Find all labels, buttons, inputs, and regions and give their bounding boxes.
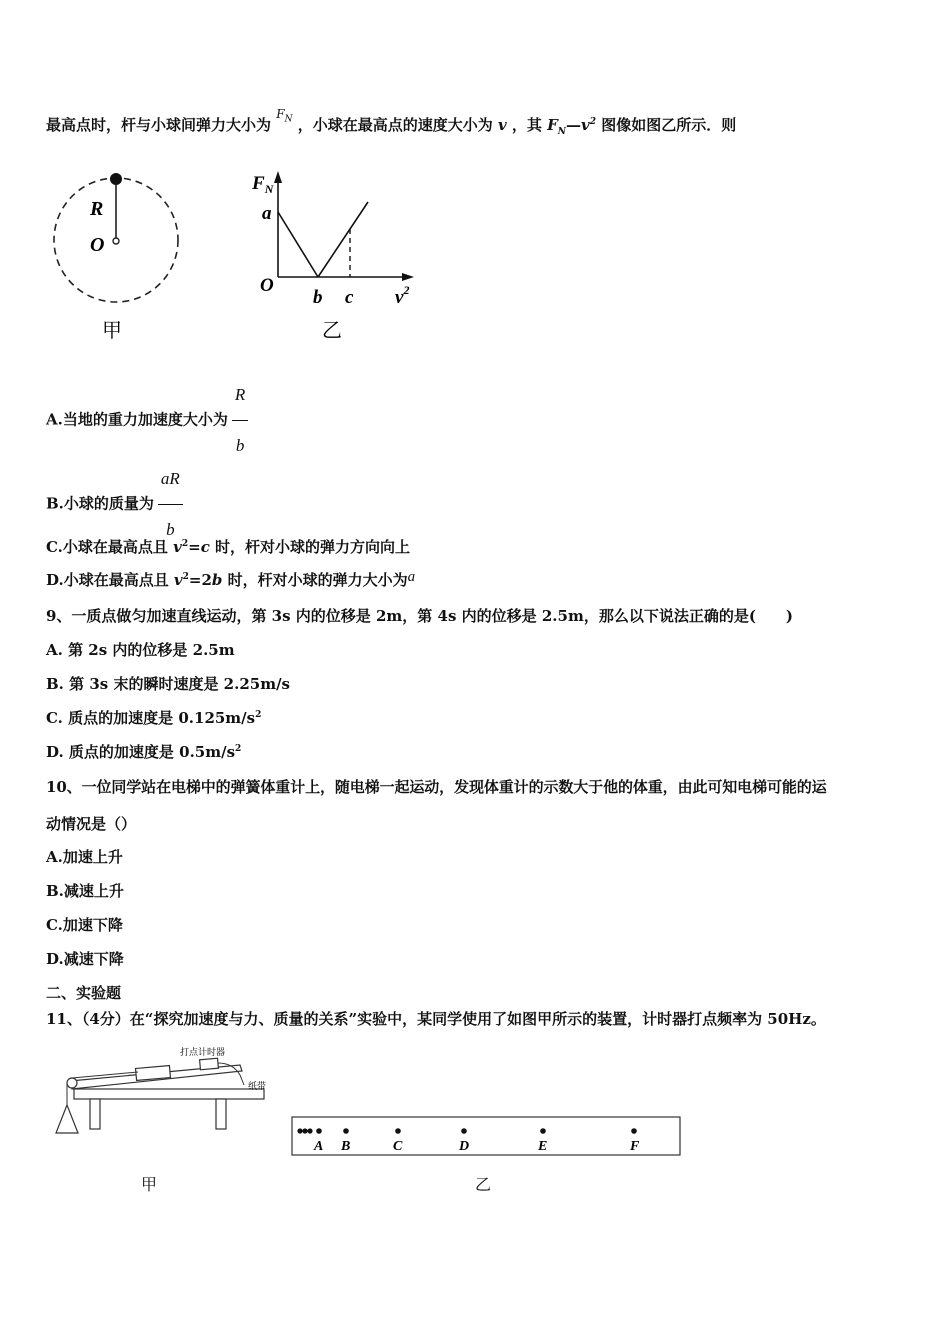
figure-graph [250, 165, 430, 350]
intro-text-4: 图像如图乙所示．则 [601, 116, 737, 134]
option-8d: D.小球在最高点且 $v^2=2b$ 时，杆对小球的弹力大小为a [46, 569, 416, 589]
option-8b-text: B.小球的质量为 [46, 494, 154, 513]
q9-option-b: B. 第 3s 末的瞬时速度是 2.25m/s [46, 675, 290, 693]
tape-label-A: A [314, 1139, 324, 1154]
cart [136, 1066, 171, 1081]
q10-option-b: B.减速上升 [46, 882, 124, 900]
q10-stem-2: 动情况是（） [46, 815, 137, 833]
intro-line [46, 107, 737, 137]
timer-label: 打点计时器 [180, 1047, 226, 1057]
y-axis-label: $F_N$ [252, 173, 274, 196]
q9-option-d: D. 质点的加速度是 $0.5m/s^2$ [46, 743, 242, 761]
q11-stem: 11、（4分）在“探究加速度与力、质量的关系”实验中，某同学使用了如图甲所示的装置，计时器打点频率为 50Hz。 [46, 1010, 826, 1028]
tape-label-C: C [393, 1139, 403, 1154]
q9-option-a: A. 第 2s 内的位移是 2.5m [46, 641, 235, 659]
tape-dot-E [540, 1128, 546, 1134]
graph-line-down [278, 212, 318, 277]
intro-text-2: ，小球在最高点的速度大小为 [297, 116, 493, 134]
table-leg-left [90, 1099, 100, 1129]
label-O: O [260, 275, 274, 296]
tape-label-B: B [341, 1139, 351, 1154]
intro-graph-f: $F_N$ [547, 116, 567, 137]
figure-tape [290, 1115, 685, 1160]
option-8d-tail: a [407, 569, 416, 585]
intro-text-1: 最高点时，杆与小球间弹力大小为 [46, 116, 272, 134]
hanging-weight [56, 1105, 78, 1133]
table-top [74, 1089, 264, 1099]
x-axis-label: $v^2$ [395, 283, 410, 308]
tape-label-E: E [538, 1139, 548, 1154]
tape-dot-D [461, 1128, 467, 1134]
label-O: O [90, 234, 105, 256]
tape-dot-B [343, 1128, 349, 1134]
tape-dot-extra-3 [307, 1128, 312, 1133]
tape-label-F: F [630, 1139, 640, 1154]
label-c: c [345, 287, 354, 308]
tape-dot-extra-2 [302, 1128, 307, 1133]
x-axis-arrow [402, 273, 414, 281]
caption-right-yi: 乙 [475, 1175, 492, 1194]
tape-label: 纸带 [248, 1081, 267, 1091]
caption-left-jia: 甲 [141, 1175, 158, 1194]
table-leg-right [216, 1099, 226, 1129]
tape-dot-F [631, 1128, 637, 1134]
q10-option-c: C.加速下降 [46, 916, 123, 934]
ball-dot [110, 173, 122, 185]
label-b: b [313, 287, 323, 308]
fraction-aR-over-b: $\frac{aR}{b}$ [158, 456, 183, 553]
graph-line-up [318, 202, 368, 277]
tape-dot-A [316, 1128, 322, 1134]
label-a: a [262, 203, 272, 224]
tape-dot-extra-1 [297, 1128, 302, 1133]
figure-circle [40, 165, 200, 350]
label-R: R [90, 198, 104, 220]
option-8c: C.小球在最高点且 $v^2=c$ 时，杆对小球的弹力方向向上 [46, 538, 411, 556]
fn-symbol: FN [276, 107, 293, 125]
tape-dot-C [395, 1128, 401, 1134]
pulley [67, 1078, 77, 1088]
intro-dash: — [566, 116, 582, 134]
option-8a-text: A.当地的重力加速度大小为 [46, 410, 228, 429]
caption-yi: 乙 [322, 320, 342, 342]
figure-apparatus [48, 1045, 288, 1140]
q10-option-a: A.加速上升 [46, 848, 123, 866]
caption-jia: 甲 [102, 320, 122, 342]
q9-stem: 9、一质点做匀加速直线运动，第 3s 内的位移是 2m，第 4s 内的位移是 2.5m，那么以下说法正确的是( ) [46, 607, 794, 625]
q10-stem-1: 10、一位同学站在电梯中的弹簧体重计上，随电梯一起运动，发现体重计的示数大于他的体重，由此可知电梯可能的运 [46, 778, 827, 796]
tape-label-D: D [459, 1139, 470, 1154]
intro-v: v [497, 116, 507, 134]
section-title: 二、实验题 [46, 984, 122, 1002]
y-axis-arrow [274, 171, 282, 183]
intro-text-3: ，其 [511, 116, 542, 134]
pivot-point [113, 238, 119, 244]
q9-option-c: C. 质点的加速度是 $0.125m/s^2$ [46, 709, 262, 727]
q10-option-d: D.减速下降 [46, 950, 124, 968]
timer [200, 1058, 219, 1070]
option-8a [46, 372, 248, 469]
intro-graph-v: $v^2$ [581, 116, 597, 134]
fraction-R-over-b: $\frac{R}{b}$ [232, 372, 248, 469]
